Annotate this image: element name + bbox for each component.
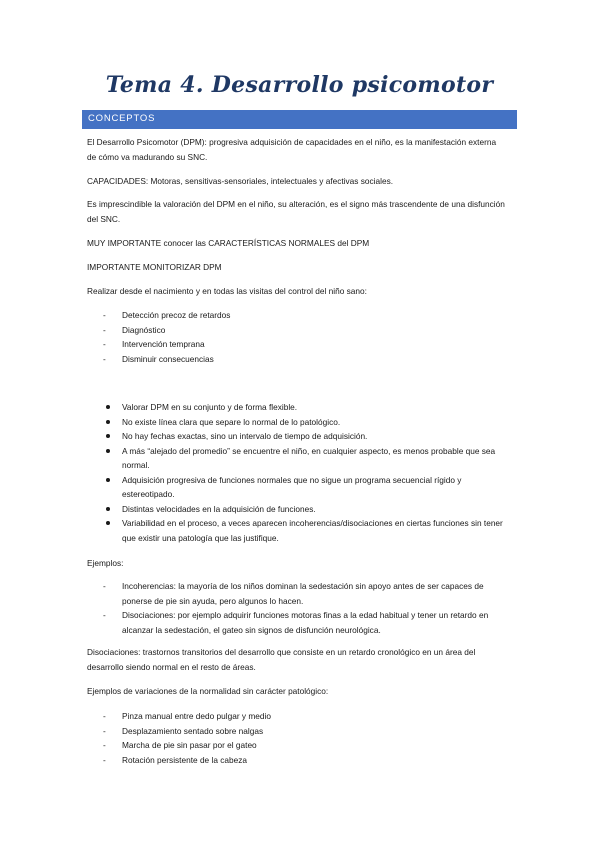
paragraph-variaciones: Ejemplos de variaciones de la normalidad sin carácter patológico: — [87, 686, 329, 696]
list-item: Variabilidad en el proceso, a veces aparecen incoherencias/disociaciones en ciertas funciones sin tener que existir una patología que las justifique. — [103, 516, 513, 545]
list-item: - Marcha de pie sin pasar por el gateo — [103, 738, 513, 753]
list-item: - Disociaciones: por ejemplo adquirir funciones motoras finas a la edad habitual y tener un retardo en alcanzar la sedestación, el gateo sin signos de disfunción neurológica. — [103, 608, 513, 637]
list-item: Valorar DPM en su conjunto y de forma flexible. — [103, 400, 513, 415]
section-header-bar — [82, 110, 517, 129]
list-variaciones — [103, 709, 513, 767]
list-item: - Detección precoz de retardos — [103, 308, 513, 323]
list-item: Distintas velocidades en la adquisición de funciones. — [103, 502, 513, 517]
list-item: No existe línea clara que separe lo normal de lo patológico. — [103, 415, 513, 430]
document-title: Tema 4. Desarrollo psicomotor — [105, 72, 494, 98]
list-item: - Disminuir consecuencias — [103, 352, 513, 367]
section-header-label: CONCEPTOS — [88, 113, 156, 124]
paragraph-ejemplos: Ejemplos: — [87, 558, 124, 568]
list-item: - Intervención temprana — [103, 337, 513, 352]
paragraph-definition: El Desarrollo Psicomotor (DPM): progresiva adquisición de capacidades en el niño, es la manifestación externa de cómo va madurando su SNC. — [87, 137, 497, 162]
list-item: - Incoherencias: la mayoría de los niños dominan la sedestación sin apoyo antes de ser capaces de ponerse de pie sin ayuda, pero algunos lo hacen. — [103, 579, 513, 608]
list-item: A más “alejado del promedio” se encuentre el niño, en cualquier aspecto, es menos probable que sea normal. — [103, 444, 513, 473]
list-item: No hay fechas exactas, sino un intervalo de tiempo de adquisición. — [103, 429, 513, 444]
paragraph-capacidades: CAPACIDADES: Motoras, sensitivas-sensoriales, intelectuales y afectivas sociales. — [87, 176, 394, 186]
list-caracteristicas — [103, 400, 513, 545]
paragraph-muy-importante: MUY IMPORTANTE conocer las CARACTERÍSTICAS NORMALES del DPM — [87, 238, 370, 248]
paragraph-realizar: Realizar desde el nacimiento y en todas las visitas del control del niño sano: — [87, 286, 367, 296]
paragraph-disociaciones: Disociaciones: trastornos transitorios del desarrollo que consiste en un retardo cronológico en un área del desarrollo siendo normal en el resto de áreas. — [87, 647, 476, 672]
list-item: Adquisición progresiva de funciones normales que no sigue un programa secuencial rígido y estereotipado. — [103, 473, 513, 502]
list-item: - Rotación persistente de la cabeza — [103, 753, 513, 768]
list-ejemplos — [103, 579, 513, 637]
paragraph-importante: IMPORTANTE MONITORIZAR DPM — [87, 262, 222, 272]
list-item: - Desplazamiento sentado sobre nalgas — [103, 724, 513, 739]
list-control-nino-sano — [103, 308, 513, 366]
list-item: - Pinza manual entre dedo pulgar y medio — [103, 709, 513, 724]
paragraph-valoracion: Es imprescindible la valoración del DPM en el niño, su alteración, es el signo más trascendente de una disfunción del SNC. — [87, 199, 505, 224]
list-item: - Diagnóstico — [103, 323, 513, 338]
